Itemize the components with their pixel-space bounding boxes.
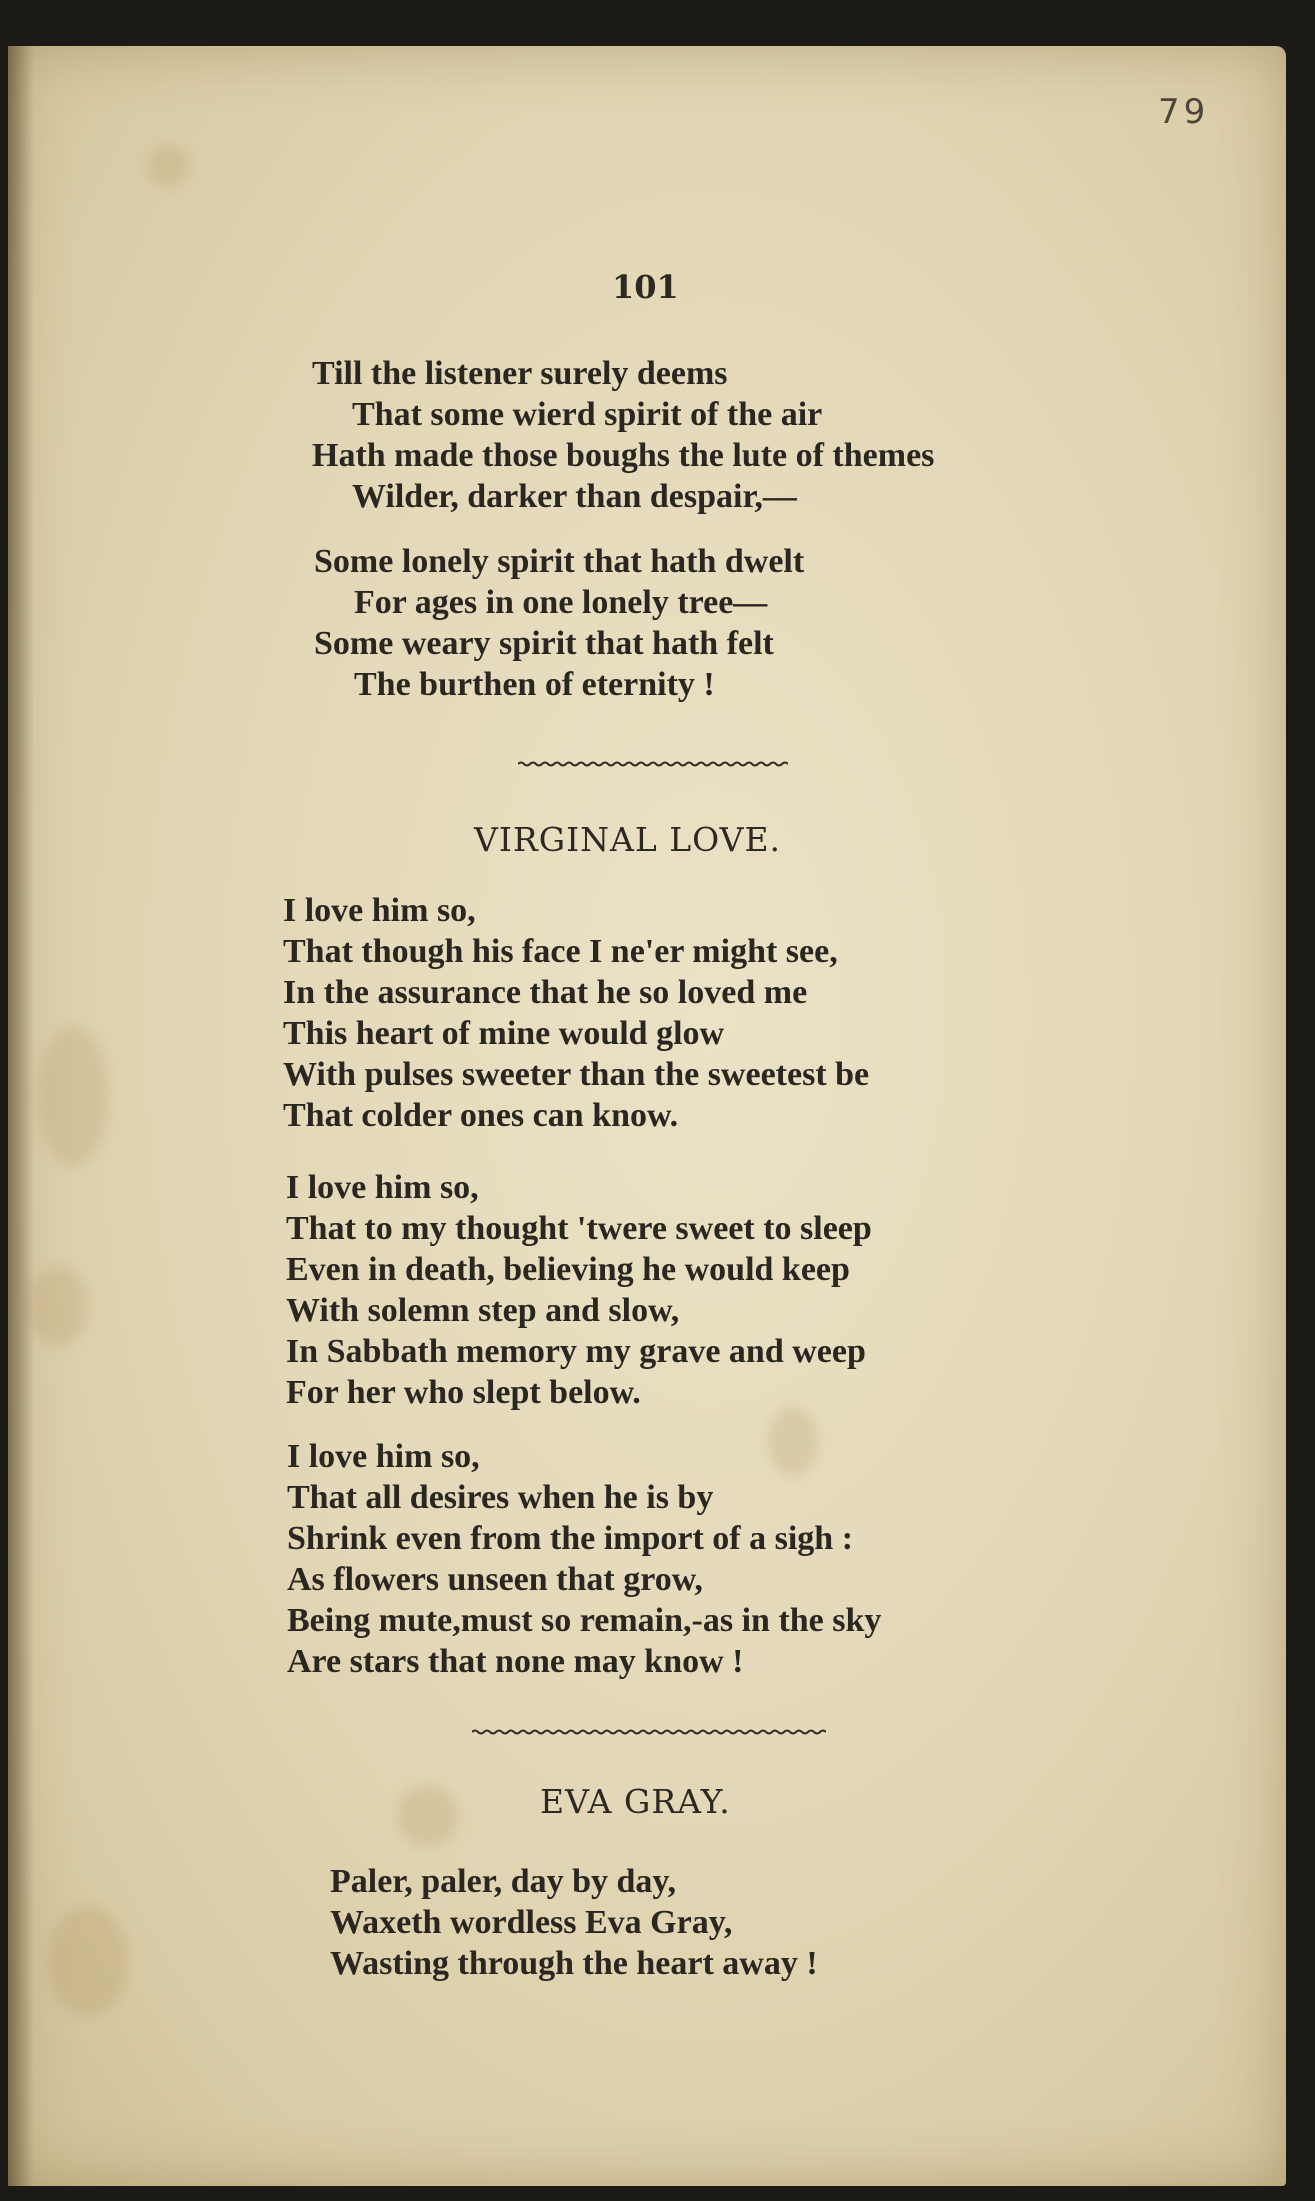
- poem-line: That though his face I ne'er might see,: [283, 933, 838, 970]
- poem-line: Even in death, believing he would keep: [286, 1251, 850, 1288]
- opening-stanza-1: [312, 353, 934, 517]
- poem-line: For her who slept below.: [286, 1374, 641, 1411]
- eva-gray-stanza-1: [330, 1861, 818, 1984]
- poem-line: Waxeth wordless Eva Gray,: [330, 1904, 733, 1941]
- poem-line: Hath made those boughs the lute of themes: [312, 437, 935, 474]
- poem-line: I love him so,: [287, 1438, 480, 1475]
- virginal-love-stanza-3: [287, 1436, 881, 1682]
- poem-line: Wasting through the heart away !: [330, 1945, 818, 1982]
- poem-line: That to my thought 'twere sweet to sleep: [286, 1210, 872, 1247]
- foxing-stain: [398, 1786, 458, 1846]
- poem-line: Some weary spirit that hath felt: [314, 625, 774, 662]
- poem-line: I love him so,: [286, 1169, 479, 1206]
- poem-title-virginal-love: VIRGINAL LOVE.: [474, 820, 782, 859]
- foxing-stain: [48, 1906, 128, 2016]
- poem-line: Paler, paler, day by day,: [330, 1863, 677, 1900]
- virginal-love-stanza-2: [286, 1167, 872, 1413]
- foxing-stain: [38, 1026, 108, 1166]
- handwritten-folio-number: 79: [1158, 92, 1210, 132]
- poem-line: Are stars that none may know !: [287, 1643, 744, 1680]
- poem-line: With solemn step and slow,: [286, 1292, 680, 1329]
- poem-line: Shrink even from the import of a sigh :: [287, 1520, 854, 1557]
- page-number: 101: [612, 268, 679, 306]
- poem-line: That colder ones can know.: [283, 1097, 679, 1134]
- foxing-stain: [148, 146, 188, 186]
- poem-line: Till the listener surely deems: [312, 355, 728, 392]
- opening-stanza-2: [314, 541, 804, 705]
- poem-line: Some lonely spirit that hath dwelt: [314, 543, 805, 580]
- poem-line: As flowers unseen that grow,: [287, 1561, 703, 1598]
- poem-line: In the assurance that he so loved me: [283, 974, 808, 1011]
- poem-line: That all desires when he is by: [287, 1479, 714, 1516]
- poem-line: That some wierd spirit of the air: [352, 396, 823, 433]
- poem-line: Being mute,must so remain,-as in the sky: [287, 1602, 882, 1639]
- poem-line: With pulses sweeter than the sweetest be: [283, 1056, 870, 1093]
- poem-line: This heart of mine would glow: [283, 1015, 725, 1052]
- section-divider: [472, 1729, 826, 1735]
- section-divider: [518, 761, 788, 767]
- poem-line: The burthen of eternity !: [354, 666, 715, 703]
- poem-line: Wilder, darker than despair,—: [352, 478, 797, 515]
- poem-line: I love him so,: [283, 892, 476, 929]
- poem-line: For ages in one lonely tree—: [354, 584, 768, 621]
- poem-title-eva-gray: EVA GRAY.: [540, 1782, 731, 1821]
- virginal-love-stanza-1: [283, 890, 869, 1136]
- poem-line: In Sabbath memory my grave and weep: [286, 1333, 866, 1370]
- foxing-stain: [28, 1266, 88, 1346]
